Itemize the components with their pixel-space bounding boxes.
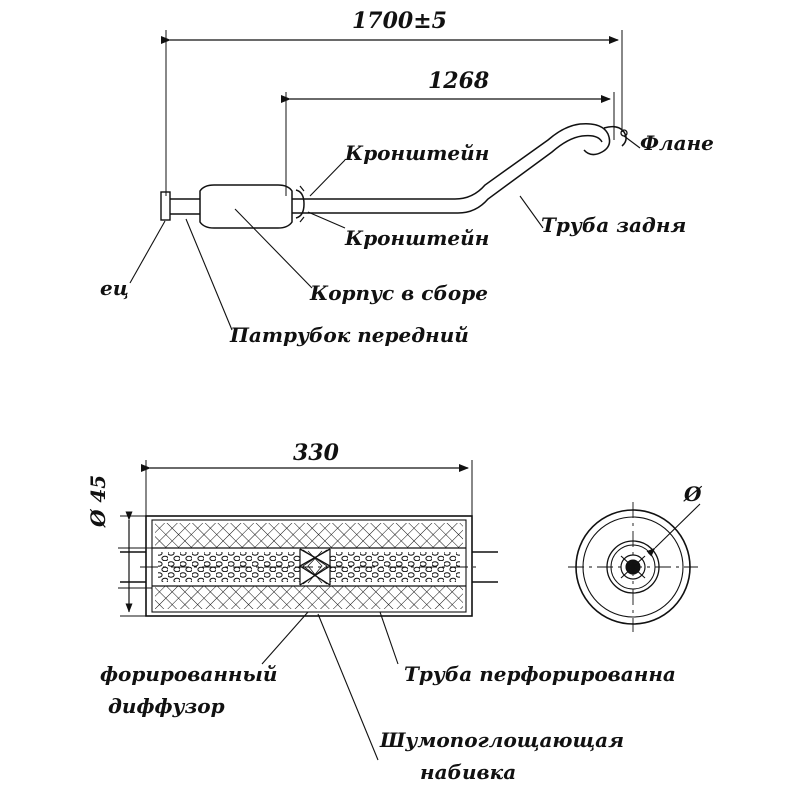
label-front-pipe: Патрубок передний xyxy=(230,323,469,347)
leader-bracket-upper xyxy=(310,160,345,196)
label-rear-pipe: Труба задня xyxy=(541,213,687,237)
label-sound-absorbing-line1: Шумопоглощающая xyxy=(380,728,625,752)
leader-front-pipe xyxy=(186,219,232,330)
label-perforated-pipe: Труба перфорированна xyxy=(404,662,676,686)
end-view-group xyxy=(568,502,700,632)
label-body-assembly: Корпус в сборе xyxy=(310,281,488,305)
label-flange: Флане xyxy=(640,131,714,155)
leader-bracket-lower xyxy=(308,212,345,228)
label-bracket-lower: Кронштейн xyxy=(345,226,490,250)
dim-text-1268: 1268 xyxy=(428,68,490,94)
dim-text-1700: 1700±5 xyxy=(352,8,447,34)
dim-text-dia45: Ø 45 xyxy=(86,474,110,527)
leader-perf-pipe xyxy=(380,612,398,664)
label-ring-cut: ец xyxy=(100,276,129,300)
label-bracket-upper: Кронштейн xyxy=(345,141,490,165)
leader-diffuser xyxy=(262,612,308,664)
dim-text-330: 330 xyxy=(293,440,339,466)
label-perforated-diffuser-line1: форированный xyxy=(100,662,278,686)
leader-rear-pipe xyxy=(520,196,543,228)
leader-ring xyxy=(130,221,165,283)
leader-flange xyxy=(624,136,640,148)
label-sound-absorbing-line2: набивка xyxy=(420,760,517,784)
leader-packing xyxy=(318,614,378,760)
label-diameter-symbol: Ø xyxy=(684,482,702,506)
label-perforated-diffuser-line2: диффузор xyxy=(108,694,225,718)
